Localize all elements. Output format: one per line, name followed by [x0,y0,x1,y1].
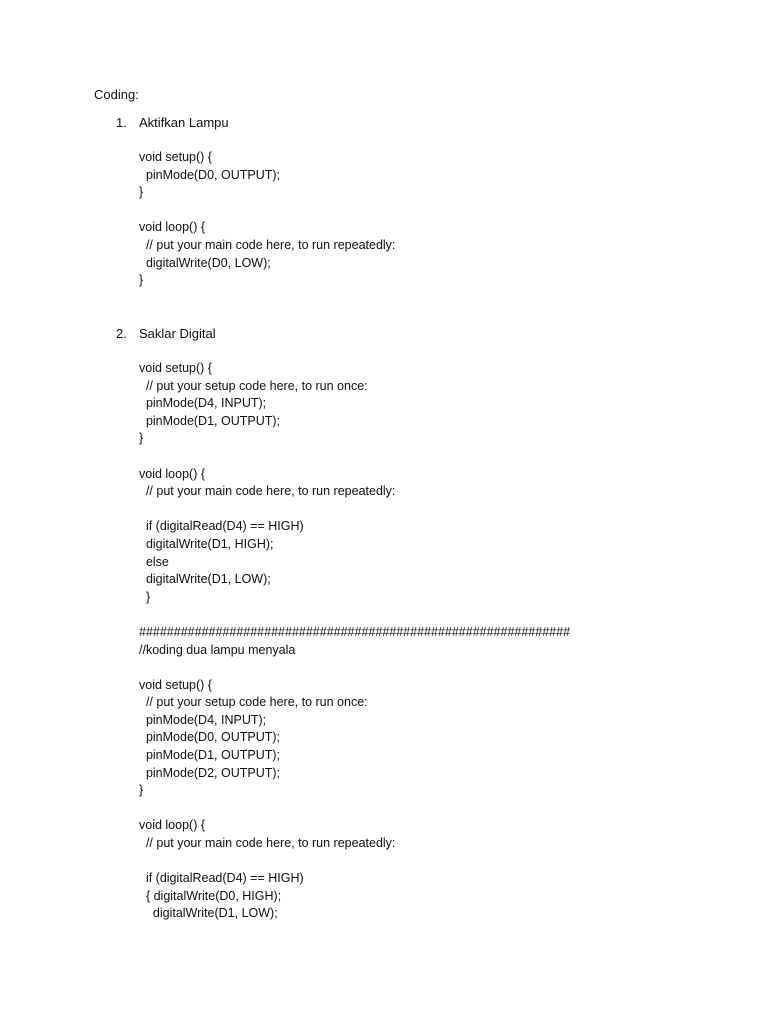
code-line: void loop() { [139,818,206,833]
code-line: void setup() { [139,677,212,692]
item-title-2: Saklar Digital [139,326,216,341]
code-line: if (digitalRead(D4) == HIGH) [139,519,304,534]
code-line: } [139,783,144,798]
code-line: void setup() { [139,150,212,164]
code-line: // put your setup code here, to run once: [139,695,368,710]
code-line [139,202,395,220]
code-line [139,853,570,871]
code-line: void loop() { [139,466,206,481]
code-line: pinMode(D2, OUTPUT); [139,765,281,780]
code-line [139,448,570,466]
code-line [139,606,570,624]
code-line: pinMode(D1, OUTPUT); [139,748,281,763]
item-number-2: 2. [116,326,127,341]
code-line: void loop() { [139,220,206,235]
code-line: // put your main code here, to run repeatedly: [139,836,396,851]
code-block-2 [139,360,570,923]
code-line: ############################################################## [139,624,571,639]
code-line: pinMode(D0, OUTPUT); [139,167,281,182]
code-line: // put your main code here, to run repeatedly: [139,237,396,252]
code-line: // put your setup code here, to run once: [139,378,368,393]
code-line: // put your main code here, to run repeatedly: [139,484,396,499]
code-line: { digitalWrite(D0, HIGH); [139,888,282,903]
code-line: digitalWrite(D1, HIGH); [139,536,274,551]
code-line: else [139,554,169,569]
code-line: } [139,185,144,200]
code-line [139,659,570,677]
code-line: } [139,589,151,604]
code-line: pinMode(D4, INPUT); [139,396,267,411]
code-line: } [139,273,144,288]
code-line: //koding dua lampu menyala [139,642,296,657]
code-line: pinMode(D4, INPUT); [139,712,267,727]
code-line: if (digitalRead(D4) == HIGH) [139,871,304,886]
code-line: pinMode(D1, OUTPUT); [139,413,281,428]
code-line [139,800,570,818]
code-line [139,501,570,519]
code-line: void setup() { [139,361,212,375]
code-line: digitalWrite(D0, LOW); [139,255,271,270]
document-heading: Coding: [94,87,139,102]
code-line: } [139,431,144,446]
code-block-1 [139,149,395,290]
code-line: digitalWrite(D1, LOW); [139,906,278,921]
item-title-1: Aktifkan Lampu [139,115,229,130]
code-line: digitalWrite(D1, LOW); [139,572,271,587]
item-number-1: 1. [116,115,127,130]
code-line: pinMode(D0, OUTPUT); [139,730,281,745]
